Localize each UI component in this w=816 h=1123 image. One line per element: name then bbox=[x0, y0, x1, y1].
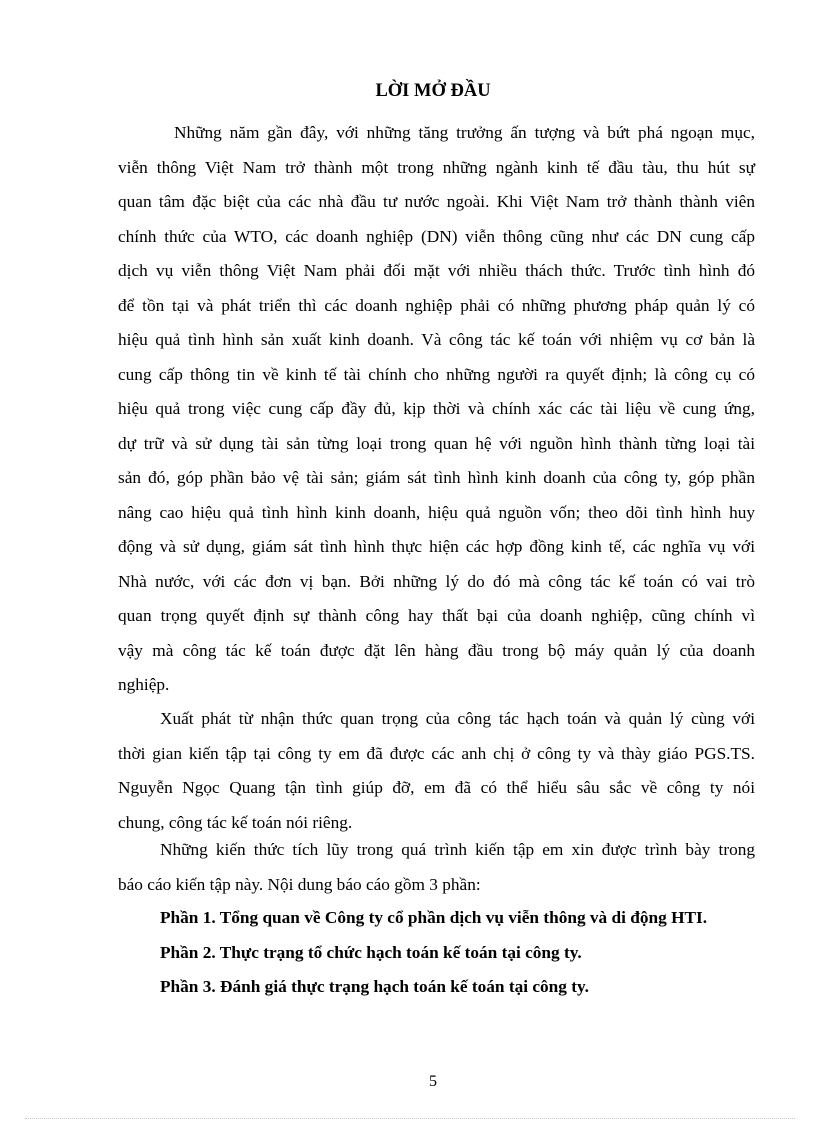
paragraph-line: nghiệp. bbox=[118, 675, 170, 694]
paragraph-line: chung, công tác kế toán nói riêng. bbox=[118, 812, 353, 832]
paragraph-line: quan trọng quyết định sự thành công hay thất bại của doanh nghiệp, cũng chính vì bbox=[118, 606, 755, 625]
paragraph-line: vậy mà công tác kế toán được đặt lên hàng đầu trong bộ máy quản lý của doanh bbox=[118, 640, 755, 660]
paragraph-line: Những năm gần đây, với những tăng trưởng ấn tượng và bứt phá ngoạn mục, bbox=[174, 123, 755, 142]
paragraph-line: báo cáo kiến tập này. Nội dung báo cáo gồm 3 phần: bbox=[118, 874, 481, 894]
paragraph-line: để tồn tại và phát triển thì các doanh nghiệp phải có những phương pháp quản lý có bbox=[118, 295, 755, 315]
paragraph-line: Nhà nước, với các đơn vị bạn. Bởi những lý do đó mà công tác kế toán có vai trò bbox=[118, 571, 755, 591]
report-part-3: Phần 3. Đánh giá thực trạng hạch toán kế toán tại công ty. bbox=[160, 977, 590, 996]
paragraph-line: động và sử dụng, giám sát tình hình thực hiện các hợp đồng kinh tế, các nghĩa vụ với bbox=[118, 537, 755, 556]
paragraph-line: nâng cao hiệu quả tình hình kinh doanh, hiệu quả nguồn vốn; theo dõi tình hình huy bbox=[118, 502, 755, 522]
paragraph-line: dự trữ và sử dụng tài sản từng loại trong quan hệ với nguồn hình thành từng loại tài bbox=[118, 433, 755, 453]
page-number: 5 bbox=[429, 1073, 437, 1090]
report-parts-list bbox=[160, 901, 780, 1005]
paragraph-3 bbox=[118, 833, 755, 902]
paragraph-1 bbox=[118, 116, 755, 703]
paragraph-line: hiệu quả tình hình sản xuất kinh doanh. Và công tác kế toán với nhiệm vụ cơ bản là bbox=[118, 330, 755, 349]
report-part-2: Phần 2. Thực trạng tổ chức hạch toán kế toán tại công ty. bbox=[160, 942, 582, 962]
paragraph-line: quan tâm đặc biệt của các nhà đầu tư nước ngoài. Khi Việt Nam trở thành thành viên bbox=[118, 192, 755, 211]
paragraph-line: Xuất phát từ nhận thức quan trọng của công tác hạch toán và quản lý cùng với bbox=[160, 709, 755, 728]
paragraph-line: Những kiến thức tích lũy trong quá trình kiến tập em xin được trình bày trong bbox=[160, 840, 755, 859]
paragraph-line: cung cấp thông tin về kinh tế tài chính cho những người ra quyết định; là công cụ có bbox=[118, 364, 755, 384]
page-title: LỜI MỞ ĐẦU bbox=[375, 81, 491, 101]
paragraph-line: chính thức của WTO, các doanh nghiệp (DN) viễn thông cũng như các DN cung cấp bbox=[118, 226, 755, 246]
paragraph-line: thời gian kiến tập tại công ty em đã được các anh chị ở công ty và thày giáo PGS.TS. bbox=[118, 743, 755, 763]
paragraph-line: Nguyễn Ngọc Quang tận tình giúp đỡ, em đã có thể hiểu sâu sắc về công ty nói bbox=[118, 778, 755, 797]
paragraph-line: sản đó, góp phần bảo vệ tài sản; giám sát tình hình kinh doanh của công ty, góp phần bbox=[118, 468, 755, 487]
paragraph-2 bbox=[118, 702, 755, 840]
paragraph-line: hiệu quả trong việc cung cấp đầy đủ, kịp thời và chính xác các tài liệu về cung ứng, bbox=[118, 399, 755, 418]
report-part-1: Phần 1. Tổng quan về Công ty cổ phần dịch vụ viễn thông và di động HTI. bbox=[160, 908, 708, 927]
paragraph-line: viễn thông Việt Nam trở thành một trong những ngành kinh tế đầu tàu, thu hút sự bbox=[118, 157, 755, 177]
footer-divider bbox=[25, 1118, 795, 1119]
paragraph-line: dịch vụ viễn thông Việt Nam phải đối mặt với nhiều thách thức. Trước tình hình đó bbox=[118, 261, 755, 280]
